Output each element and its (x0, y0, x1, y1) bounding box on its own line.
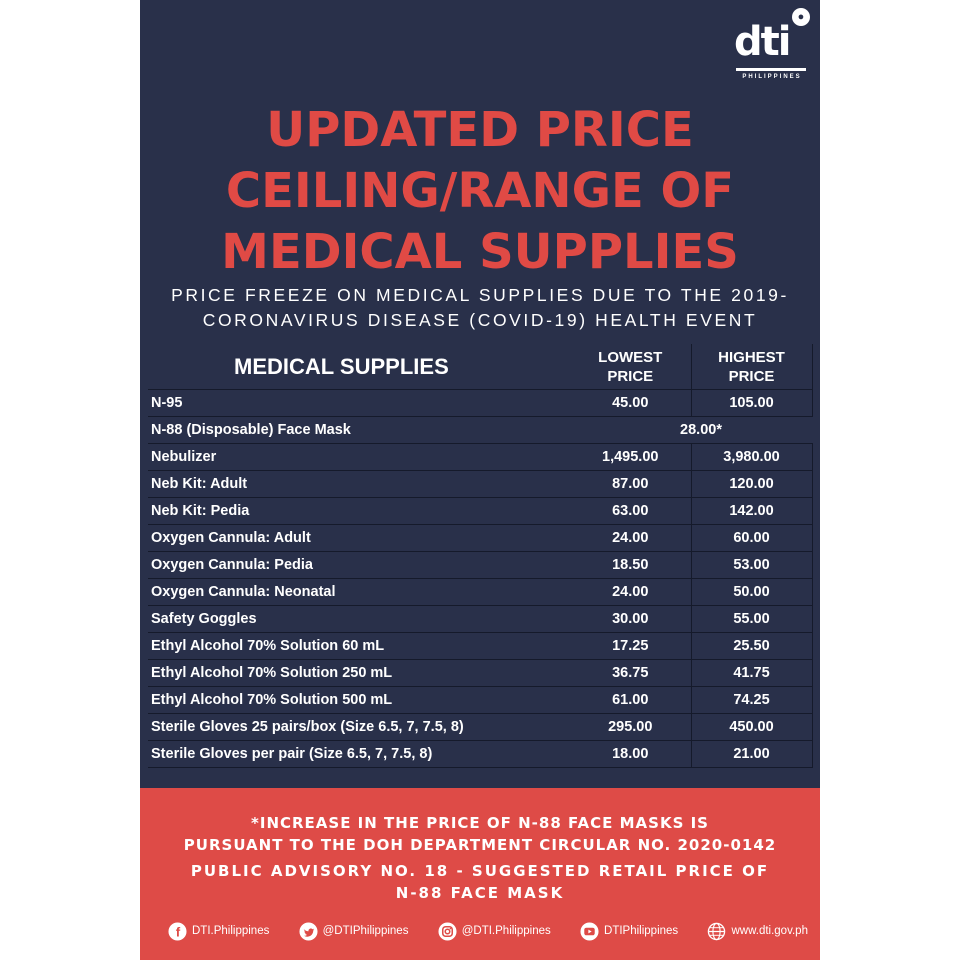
logo-subtext: PHILIPPINES (742, 74, 802, 80)
social-facebook[interactable] (168, 922, 269, 941)
highest-price: 3,980.00 (691, 444, 812, 471)
advisory-line: PUBLIC ADVISORY NO. 18 - SUGGESTED RETAIL PRICE OF (190, 862, 770, 880)
lowest-price: 87.00 (570, 471, 691, 498)
item-name: Oxygen Cannula: Pedia (148, 552, 570, 579)
social-label: DTI.Philippines (192, 925, 270, 937)
youtube-icon (580, 922, 599, 941)
footer-panel (140, 788, 820, 960)
item-name: Neb Kit: Adult (148, 471, 570, 498)
highest-price: 50.00 (691, 579, 812, 606)
table-row (148, 390, 812, 417)
svg-text:f: f (175, 924, 181, 940)
item-name: N-88 (Disposable) Face Mask (148, 417, 570, 444)
column-header-highest (691, 344, 812, 390)
globe-icon (707, 922, 726, 941)
table-header-row (148, 344, 812, 390)
item-name: Sterile Gloves per pair (Size 6.5, 7, 7.5, 8) (148, 741, 570, 768)
lowest-price: 36.75 (570, 660, 691, 687)
dti-logo (734, 8, 810, 86)
instagram-icon (438, 922, 457, 941)
item-name: Ethyl Alcohol 70% Solution 60 mL (148, 633, 570, 660)
footnote (140, 812, 820, 856)
table-row (148, 417, 812, 444)
highest-price: 55.00 (691, 606, 812, 633)
title-line: CEILING/RANGE OF (225, 163, 735, 219)
social-label: www.dti.gov.ph (731, 925, 808, 937)
lowest-price: 18.00 (570, 741, 691, 768)
social-label: DTIPhilippines (604, 925, 679, 937)
advisory-link[interactable] (140, 860, 820, 904)
highest-price: 74.25 (691, 687, 812, 714)
item-name: Safety Goggles (148, 606, 570, 633)
item-name: Nebulizer (148, 444, 570, 471)
highest-price: 25.50 (691, 633, 812, 660)
table-row (148, 687, 812, 714)
lowest-price: 24.00 (570, 579, 691, 606)
header-line: PRICE (728, 367, 775, 385)
twitter-icon (299, 922, 318, 941)
header-line: HIGHEST (718, 348, 785, 366)
footnote-line: *INCREASE IN THE PRICE OF N-88 FACE MASKS IS (251, 814, 709, 832)
highest-price: 105.00 (691, 390, 812, 417)
highest-price: 450.00 (691, 714, 812, 741)
price-table (148, 344, 813, 768)
lowest-price: 17.25 (570, 633, 691, 660)
social-website[interactable] (707, 922, 808, 941)
highest-price: 60.00 (691, 525, 812, 552)
highest-price: 142.00 (691, 498, 812, 525)
lowest-price: 18.50 (570, 552, 691, 579)
footnote-line: PURSUANT TO THE DOH DEPARTMENT CIRCULAR NO. 2020-0142 (183, 836, 777, 854)
logo-text: dti (734, 19, 790, 65)
table-row (148, 471, 812, 498)
table-row (148, 498, 812, 525)
lowest-price: 61.00 (570, 687, 691, 714)
lowest-price: 1,495.00 (570, 444, 691, 471)
highest-price: 21.00 (691, 741, 812, 768)
item-name: Neb Kit: Pedia (148, 498, 570, 525)
page-subtitle (140, 283, 820, 333)
table-row (148, 741, 812, 768)
social-instagram[interactable] (438, 922, 551, 941)
table-row (148, 579, 812, 606)
lowest-price: 63.00 (570, 498, 691, 525)
table-row (148, 714, 812, 741)
table-row (148, 606, 812, 633)
highest-price: 120.00 (691, 471, 812, 498)
lowest-price: 24.00 (570, 525, 691, 552)
column-header-lowest (570, 344, 691, 390)
advisory-line: N-88 FACE MASK (395, 884, 565, 902)
item-name: Oxygen Cannula: Neonatal (148, 579, 570, 606)
logo-underline (736, 68, 806, 71)
table-row (148, 525, 812, 552)
lowest-price: 295.00 (570, 714, 691, 741)
item-name: Oxygen Cannula: Adult (148, 525, 570, 552)
item-name: Sterile Gloves 25 pairs/box (Size 6.5, 7, 7.5, 8) (148, 714, 570, 741)
title-line: MEDICAL SUPPLIES (221, 224, 739, 280)
highest-price: 41.75 (691, 660, 812, 687)
item-name: N-95 (148, 390, 570, 417)
social-youtube[interactable] (580, 922, 678, 941)
social-twitter[interactable] (299, 922, 409, 941)
item-name: Ethyl Alcohol 70% Solution 500 mL (148, 687, 570, 714)
header-line: LOWEST (598, 348, 663, 366)
table-row (148, 660, 812, 687)
table-row (148, 633, 812, 660)
poster (140, 0, 820, 960)
single-price: 28.00* (570, 417, 812, 444)
item-name: Ethyl Alcohol 70% Solution 250 mL (148, 660, 570, 687)
subtitle-line: CORONAVIRUS DISEASE (COVID-19) HEALTH EVENT (202, 310, 758, 330)
lowest-price: 45.00 (570, 390, 691, 417)
page-title (140, 100, 820, 283)
table-row (148, 552, 812, 579)
social-label: @DTI.Philippines (461, 925, 551, 937)
header-line: PRICE (607, 367, 654, 385)
column-header-item: MEDICAL SUPPLIES (148, 344, 570, 390)
table-row (148, 444, 812, 471)
subtitle-line: PRICE FREEZE ON MEDICAL SUPPLIES DUE TO THE 2019- (171, 285, 789, 305)
social-links (168, 920, 808, 942)
highest-price: 53.00 (691, 552, 812, 579)
social-label: @DTIPhilippines (322, 925, 409, 937)
title-line: UPDATED PRICE (266, 102, 694, 158)
lowest-price: 30.00 (570, 606, 691, 633)
seal-icon: ● (792, 8, 810, 26)
facebook-icon (168, 922, 187, 941)
